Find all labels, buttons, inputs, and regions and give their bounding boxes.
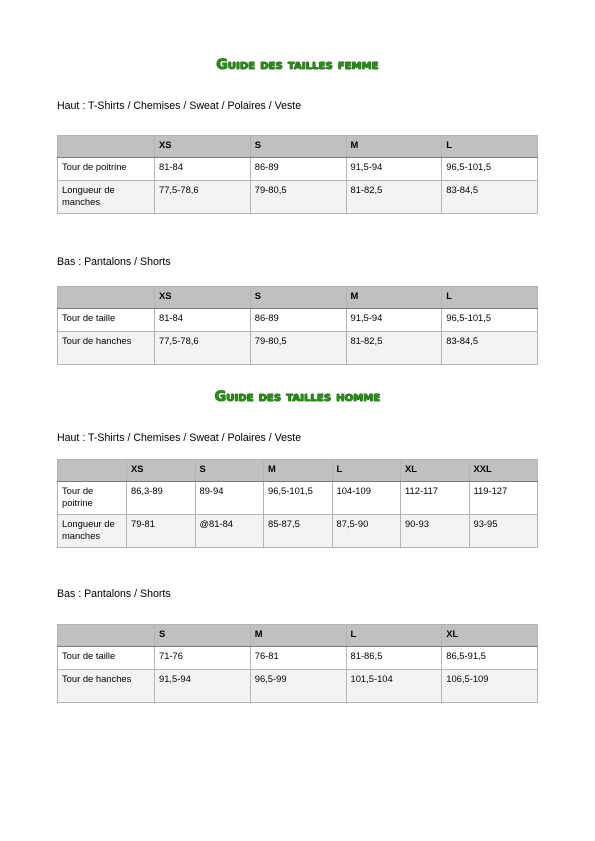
femme-bas-table <box>57 286 538 365</box>
table-cell: 96,5-101,5 <box>442 309 538 332</box>
header-cell: L <box>332 460 401 482</box>
table-cell: 106,5-109 <box>442 670 538 703</box>
header-cell: M <box>250 625 346 647</box>
header-cell: M <box>346 136 442 158</box>
table-row <box>58 309 538 332</box>
table-cell: 93-95 <box>469 515 538 548</box>
femme-title: Guide des tailles femme <box>216 57 379 73</box>
femme-haut-table <box>57 135 538 214</box>
header-cell: M <box>346 287 442 309</box>
table-header-row <box>58 460 538 482</box>
header-cell: XL <box>401 460 470 482</box>
femme-bas-caption: Bas : Pantalons / Shorts <box>57 256 171 268</box>
table-cell: 104-109 <box>332 482 401 515</box>
header-cell <box>58 460 127 482</box>
homme-title: Guide des tailles homme <box>214 389 381 405</box>
header-cell: L <box>442 287 538 309</box>
table-header-row <box>58 136 538 158</box>
row-label: Longueur de manches <box>58 515 127 548</box>
row-label: Longueur de manches <box>58 181 155 214</box>
table-row <box>58 515 538 548</box>
table-cell: 89-94 <box>195 482 264 515</box>
table-row <box>58 670 538 703</box>
homme-haut-table <box>57 459 538 548</box>
table-cell: 86,3-89 <box>127 482 196 515</box>
table-cell: 83-84,5 <box>442 332 538 365</box>
header-cell: S <box>250 136 346 158</box>
femme-haut-caption: Haut : T-Shirts / Chemises / Sweat / Polaires / Veste <box>57 100 302 112</box>
row-label: Tour de poitrine <box>58 482 127 515</box>
homme-bas-caption: Bas : Pantalons / Shorts <box>57 588 171 600</box>
table-cell: 81-84 <box>155 158 251 181</box>
header-cell: XS <box>155 287 251 309</box>
table-cell: 71-76 <box>155 647 251 670</box>
header-cell: XS <box>155 136 251 158</box>
table-cell: 91,5-94 <box>155 670 251 703</box>
header-cell: XL <box>442 625 538 647</box>
table-cell: 112-117 <box>401 482 470 515</box>
table-cell: 91,5-94 <box>346 309 442 332</box>
header-cell: XS <box>127 460 196 482</box>
header-cell: XXL <box>469 460 538 482</box>
table-cell: 79-81 <box>127 515 196 548</box>
table-cell: 96,5-99 <box>250 670 346 703</box>
header-cell: M <box>264 460 333 482</box>
row-label: Tour de hanches <box>58 670 155 703</box>
table-cell: 77,5-78,6 <box>155 332 251 365</box>
table-row <box>58 181 538 214</box>
homme-bas-table <box>57 624 538 703</box>
table-row <box>58 332 538 365</box>
row-label: Tour de hanches <box>58 332 155 365</box>
table-cell: 79-80,5 <box>250 332 346 365</box>
table-cell: 76-81 <box>250 647 346 670</box>
table-row <box>58 158 538 181</box>
header-cell: S <box>250 287 346 309</box>
table-cell: 86-89 <box>250 309 346 332</box>
row-label: Tour de poitrine <box>58 158 155 181</box>
table-row <box>58 647 538 670</box>
table-cell: 79-80,5 <box>250 181 346 214</box>
table-cell: 81-84 <box>155 309 251 332</box>
table-header-row <box>58 625 538 647</box>
table-cell: 81-82,5 <box>346 332 442 365</box>
table-cell: 91,5-94 <box>346 158 442 181</box>
header-cell <box>58 287 155 309</box>
header-cell: S <box>155 625 251 647</box>
table-cell: 85-87,5 <box>264 515 333 548</box>
table-cell: 86,5-91,5 <box>442 647 538 670</box>
table-cell: 96,5-101,5 <box>264 482 333 515</box>
header-cell: L <box>346 625 442 647</box>
table-cell: @81-84 <box>195 515 264 548</box>
header-cell <box>58 625 155 647</box>
table-row <box>58 482 538 515</box>
table-cell: 87,5-90 <box>332 515 401 548</box>
table-cell: 81-86,5 <box>346 647 442 670</box>
homme-haut-caption: Haut : T-Shirts / Chemises / Sweat / Polaires / Veste <box>57 432 302 444</box>
header-cell: S <box>195 460 264 482</box>
row-label: Tour de taille <box>58 647 155 670</box>
header-cell <box>58 136 155 158</box>
table-header-row <box>58 287 538 309</box>
table-cell: 83-84,5 <box>442 181 538 214</box>
table-cell: 96,5-101,5 <box>442 158 538 181</box>
table-cell: 90-93 <box>401 515 470 548</box>
header-cell: L <box>442 136 538 158</box>
table-cell: 101,5-104 <box>346 670 442 703</box>
row-label: Tour de taille <box>58 309 155 332</box>
table-cell: 77,5-78,6 <box>155 181 251 214</box>
table-cell: 81-82,5 <box>346 181 442 214</box>
table-cell: 119-127 <box>469 482 538 515</box>
table-cell: 86-89 <box>250 158 346 181</box>
